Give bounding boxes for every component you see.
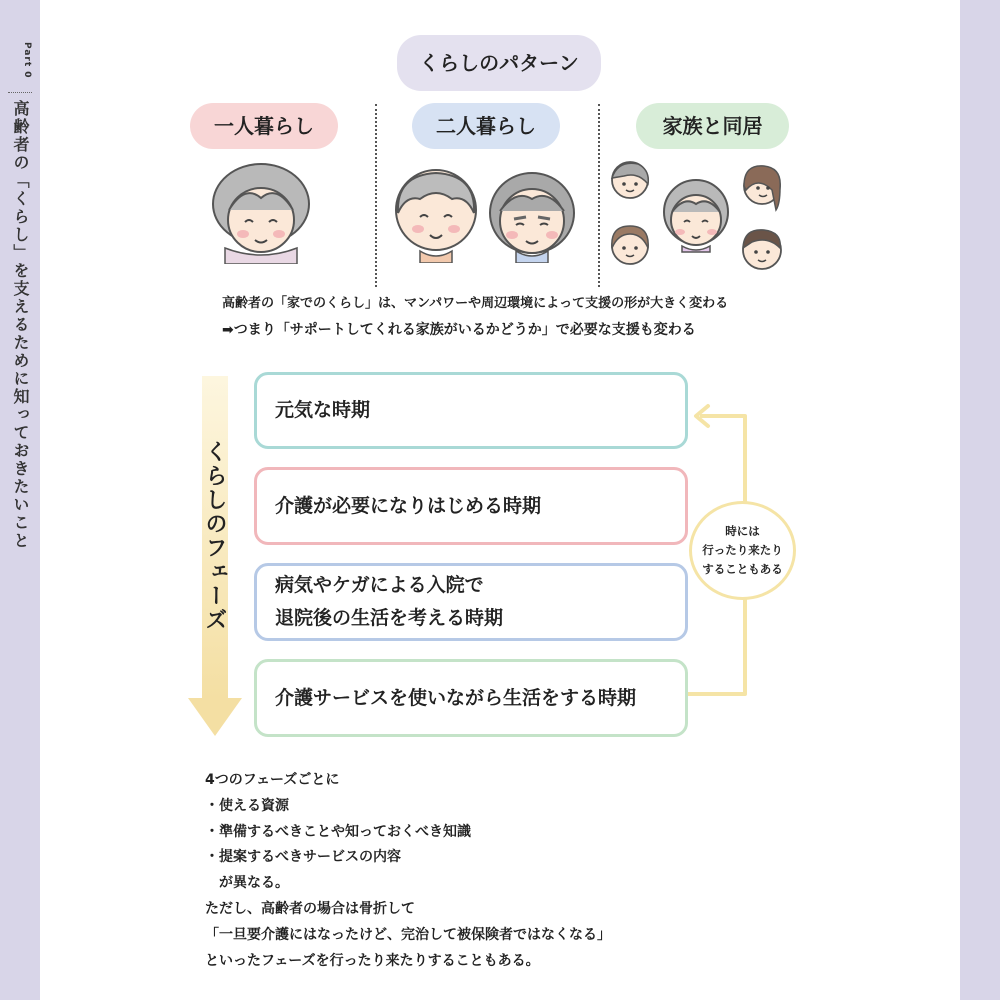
summary-line: 「一旦要介護にはなったけど、完治して被保険者ではなくなる」 xyxy=(205,926,611,943)
loop-note-bubble xyxy=(689,501,796,600)
pattern-living-couple: 二人暮らし xyxy=(412,103,560,149)
right-sidebar xyxy=(960,0,1000,1000)
phase-text: 病気やケガによる入院で xyxy=(275,574,484,596)
part-divider xyxy=(8,92,32,93)
summary-line: ただし、高齢者の場合は骨折して xyxy=(205,900,415,917)
summary-line: が異なる。 xyxy=(219,875,289,892)
support-conclusion: ➡つまり「サポートしてくれる家族がいるかどうか」で必要な支援も変わる xyxy=(222,322,696,338)
loop-note-line: 行ったり来たり xyxy=(702,543,783,557)
summary-line: ・提案するべきサービスの内容 xyxy=(205,849,401,866)
loop-note-line: 時には xyxy=(725,524,760,538)
phase-text: 介護が必要になりはじめる時期 xyxy=(275,494,542,517)
column-divider xyxy=(598,104,600,287)
phase-text: 退院後の生活を考える時期 xyxy=(275,607,504,629)
pattern-heading: くらしのパターン xyxy=(397,35,601,91)
chapter-title: 高齢者の「くらし」を支えるために知っておきたいこと xyxy=(11,100,30,550)
summary-text xyxy=(205,768,611,974)
summary-line: 4つのフェーズごとに xyxy=(205,772,340,788)
summary-line: といったフェーズを行ったり来たりすることもある。 xyxy=(205,952,540,969)
loop-note-line: することもある xyxy=(702,562,783,576)
elderly-woman-illustration xyxy=(205,162,317,264)
part-label: Part 0 xyxy=(22,42,32,79)
phase-axis-label: くらしのフェーズ xyxy=(202,440,227,632)
elderly-couple-illustration xyxy=(392,165,578,263)
pattern-living-family: 家族と同居 xyxy=(636,103,789,149)
phase-care-service xyxy=(254,659,688,737)
phase-text: 介護サービスを使いながら生活をする時期 xyxy=(275,686,637,709)
summary-line: ・準備するべきことや知っておくべき知識 xyxy=(205,823,471,840)
phase-healthy xyxy=(254,372,688,449)
phase-hospitalization xyxy=(254,563,688,641)
phase-text: 元気な時期 xyxy=(275,399,371,421)
pattern-living-alone: 一人暮らし xyxy=(190,103,338,149)
phase-care-start xyxy=(254,467,688,545)
column-divider xyxy=(375,104,377,287)
family-illustration xyxy=(608,160,790,274)
summary-line: ・使える資源 xyxy=(205,797,289,814)
support-note: 高齢者の「家でのくらし」は、マンパワーや周辺環境によって支援の形が大きく変わる xyxy=(222,296,729,311)
